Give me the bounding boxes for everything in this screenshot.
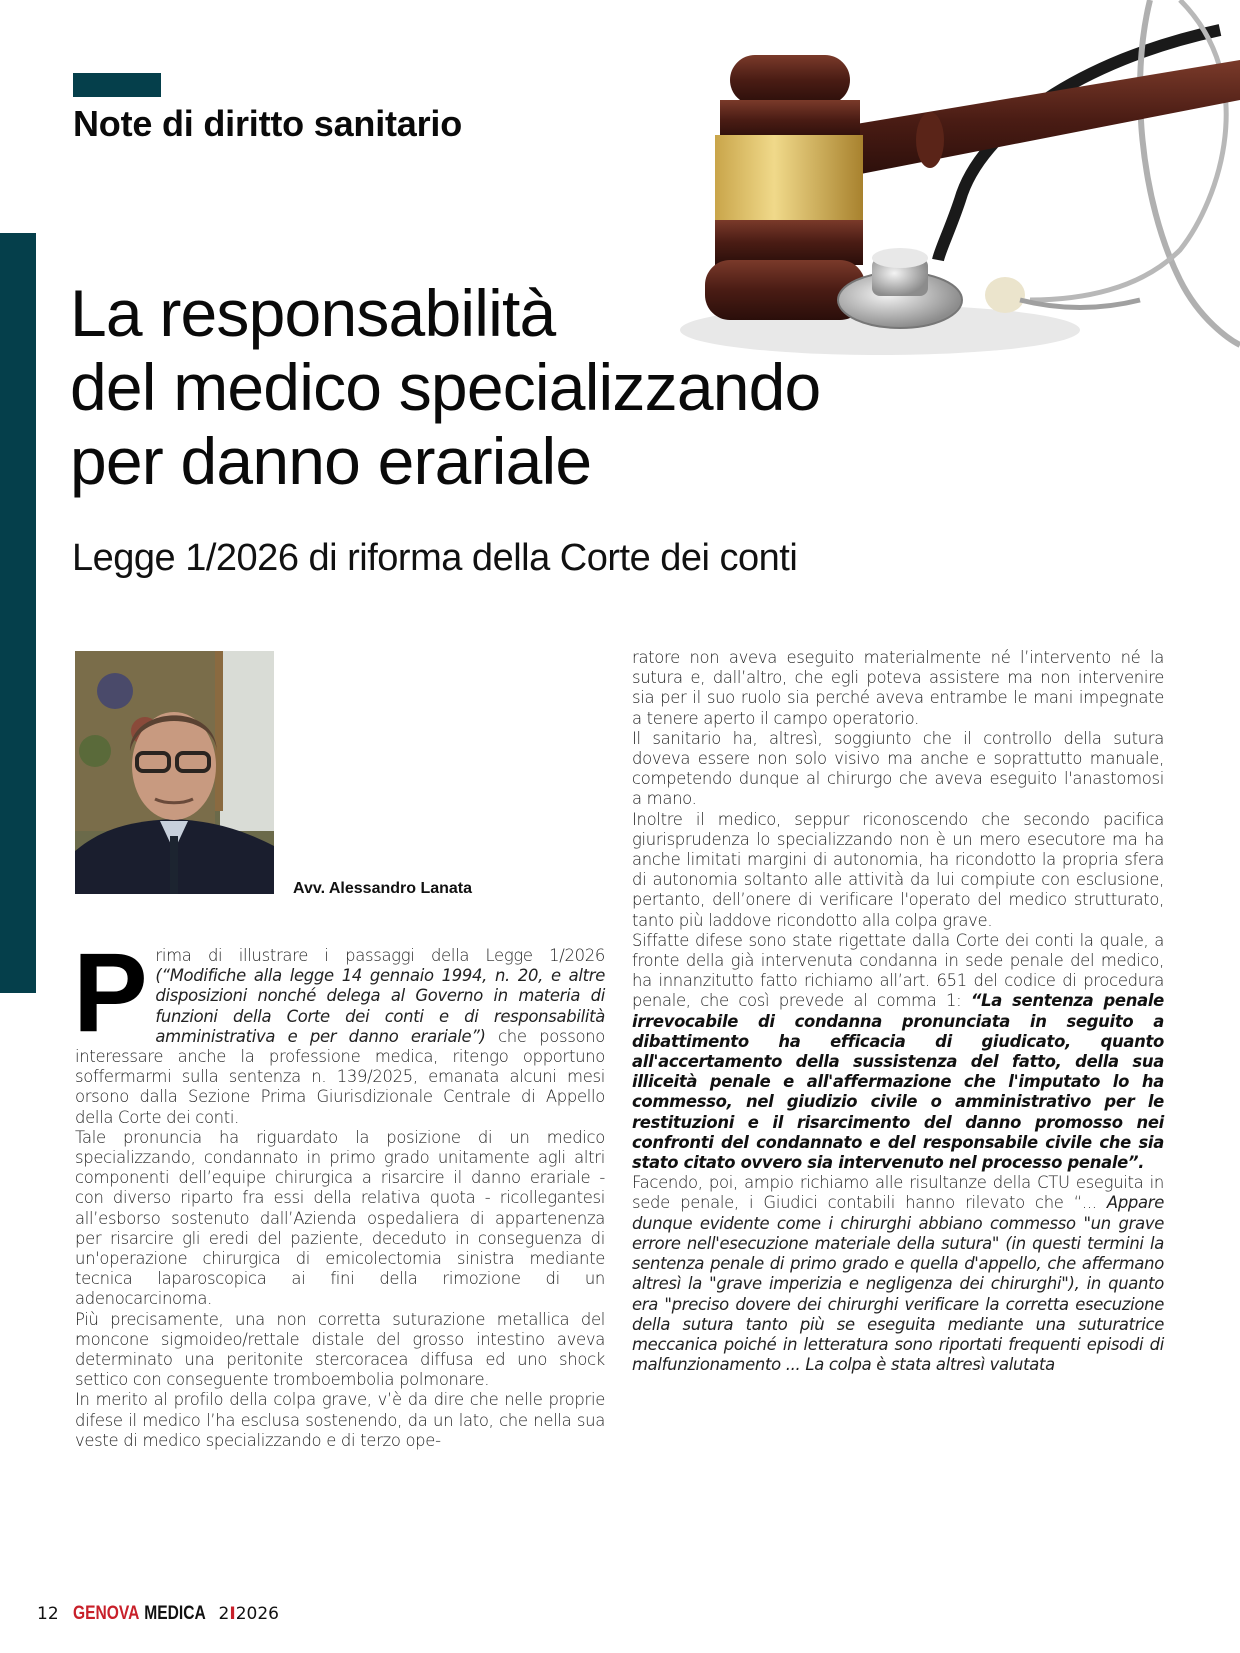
side-accent-bar [0, 233, 36, 993]
article-title-line: per danno erariale [70, 424, 592, 498]
section-title: Note di diritto sanitario [73, 103, 463, 144]
article-title [70, 276, 820, 498]
article-paragraph: In merito al profilo della colpa grave, v’è da dire che nelle proprie difese il medico l’ha esclusa sostenendo, da un lato, che nella sua veste di medico specializzando e di terzo ope- [75, 1390, 605, 1450]
page-footer [37, 1603, 279, 1625]
article-column-right [632, 648, 1164, 1375]
logo-genova: GENOVA [72, 1603, 140, 1624]
issue-num: 2 [218, 1604, 230, 1624]
paragraph-text: rima di illustrare i passaggi della Legge 1/2026 [155, 946, 605, 965]
issue-number [219, 1604, 279, 1624]
magazine-logo [73, 1603, 206, 1625]
paragraph-text: che possono interessare anche la professione medica, ritengo opportuno soffermarmi sulla sentenza n. 139/2025, emanata alcuni mesi orsono dalla Sezione Prima Giurisdizionale Centrale di Appello della Corte dei conti. [75, 1026, 605, 1127]
article-paragraph [632, 931, 1164, 1173]
article-paragraph [73, 930, 605, 1128]
issue-separator: I [229, 1604, 236, 1624]
article-paragraph: Tale pronuncia ha riguardato la posizione di un medico specializzando, condannato in primo grado unitamente agli altri componenti dell’equipe chirurgica a risarcire il danno erariale - con diverso riparto fra essi della relativa quota - ricollegantesi all’esborso sostenuto dall’Azienda ospedaliera di appartenenza per risarcire gli eredi del paziente, deceduto in conseguenza di un'operazione chirurgica di emicolectomia sinistra mediante tecnica laparoscopica ai fini della rimozione di un adenocarcinoma. [75, 1127, 605, 1309]
article-subtitle: Legge 1/2026 di riforma della Corte dei conti [72, 537, 798, 579]
legal-quote: “La sentenza penale irrevocabile di condanna pronunciata in seguito a dibattimento ha efficacia di giudicato, quanto all'accertamento della sussistenza del fatto, della sua illiceità penale e all'affermazione che l'imputato lo ha commesso, nel giudizio civile o amministrativo per le restituzioni e il risarcimento del danno promosso nei confronti del condannato e del responsabile civile che sia stato citato ovvero sia intervenuto nel processo penale”. [632, 991, 1164, 1173]
author-photo [75, 651, 274, 894]
paragraph-text: Siffatte difese sono state rigettate dalla Corte dei conti la quale, a fronte della già intervenuta condanna in sede penale del medico, ha innanzitutto fatto richiamo all’art. 651 del codice di procedura penale, che così prevede al comma 1: [632, 930, 1164, 1011]
issue-year: 2026 [235, 1604, 279, 1624]
article-paragraph: ratore non aveva eseguito materialmente né l’intervento né la sutura e, dall’altro, che egli poteva assistere ma non intervenire sia per il suo ruolo sia perché aveva entrambe le mani impegnate a tenere aperto il campo operatorio. [632, 648, 1164, 728]
article-column-left [73, 930, 605, 1451]
page-number: 12 [37, 1604, 59, 1624]
logo-medica: MEDICA [143, 1603, 206, 1624]
law-title-quote: (“Modifiche alla legge 14 gennaio 1994, n. 20, e altre disposizioni nonché delega al Governo in materia di funzioni della Corte dei conti e di responsabilità amministrativa e per danno erariale”) [155, 966, 605, 1046]
article-title-line: La responsabilità [70, 276, 556, 350]
article-paragraph [632, 1173, 1164, 1375]
article-paragraph: Più precisamente, una non corretta suturazione metallica del moncone sigmoideo/rettale distale del grosso intestino aveva determinato una peritonite stercoracea diffusa ed uno shock settico con conseguente tromboembolia polmonare. [75, 1309, 605, 1390]
article-paragraph: Il sanitario ha, altresì, soggiunto che il controllo della sutura doveva essere non solo visivo ma anche e soprattutto manuale, competendo dunque al chirurgo che aveva eseguito l'anastomosi a mano. [632, 728, 1164, 809]
author-byline: Avv. Alessandro Lanata [293, 880, 473, 897]
section-accent-bar [73, 73, 161, 97]
article-title-line: del medico specializzando [70, 350, 821, 424]
paragraph-text: Facendo, poi, ampio richiamo alle risultanze della CTU eseguita in sede penale, i Giudici contabili hanno rilevato che “... [632, 1173, 1164, 1213]
drop-cap: P [73, 930, 148, 1055]
article-paragraph: Inoltre il medico, seppur riconoscendo che secondo pacifica giurisprudenza lo specializzando non è un mero esecutore ma ha anche limitati margini di autonomia, ha ricondotto la propria sfera di autonomia soltanto alle attività da lui compiute con esclusione, pertanto, dell’onere di verificare l'operato del medico strutturato, tanto più laddove ricondotto alla colpa grave. [632, 809, 1164, 930]
court-quote: Appare dunque evidente come i chirurghi abbiano commesso "un grave errore nell'esecuzione materiale della sutura" (in questi termini la sentenza penale di primo grado e quella d'appello, che affermano altresì la "grave imperizia e negligenza dei chirurghi"), in quanto era "preciso dovere dei chirurghi verificare la corretta esecuzione della sutura tanto più se eseguita mediante una suturatrice meccanica poiché in letteratura sono riportati frequenti episodi di malfunzionamento ... La colpa è stata altresì valutata [632, 1193, 1164, 1375]
